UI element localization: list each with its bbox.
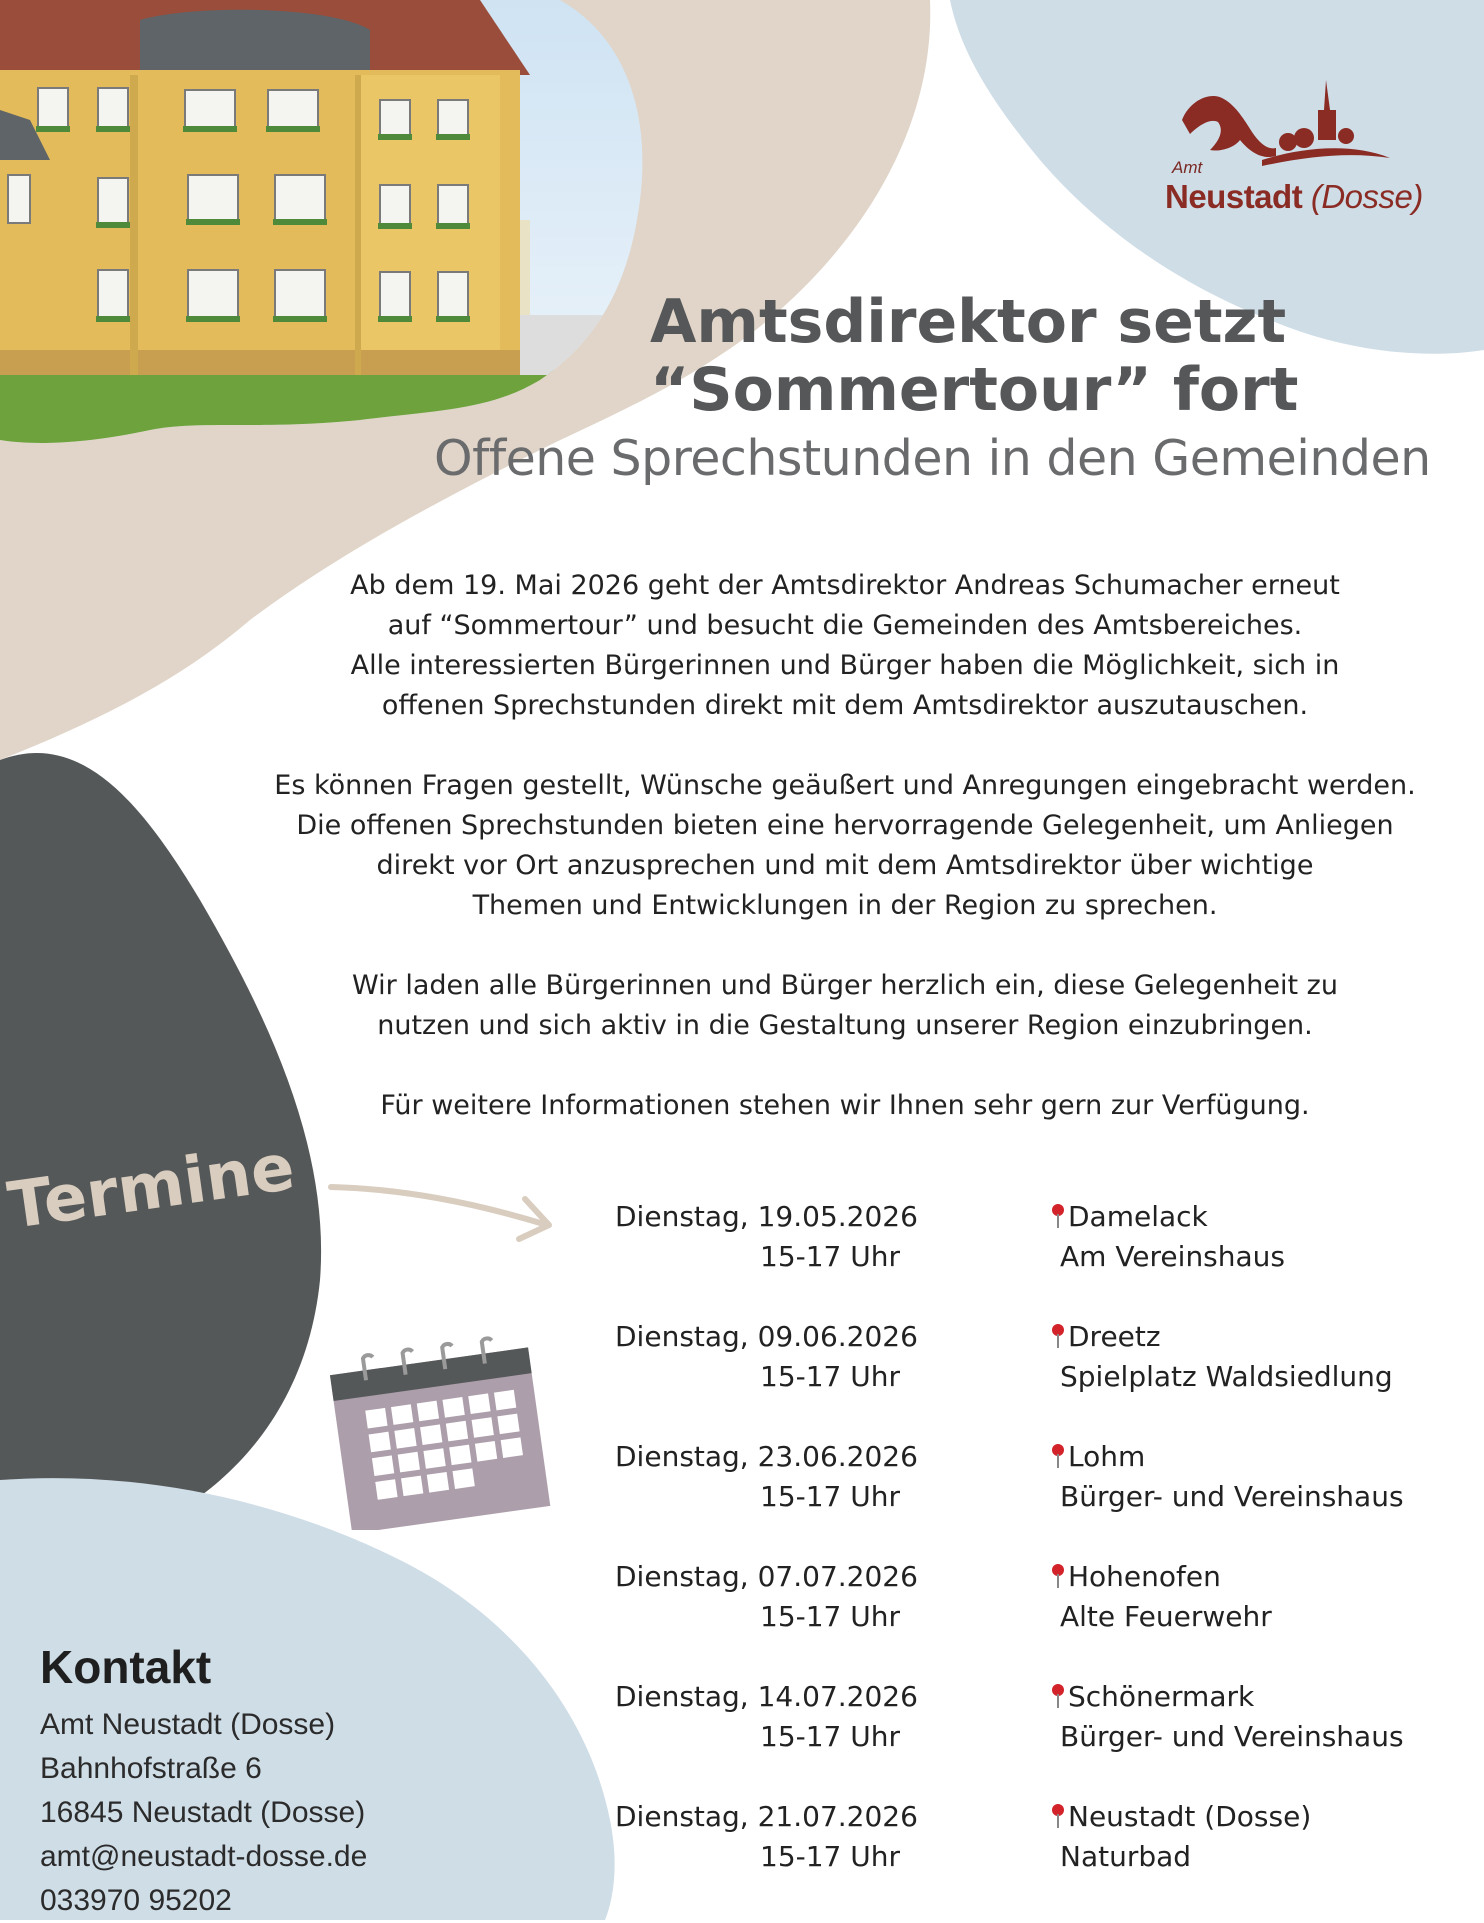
appointment-row: [600, 1800, 1480, 1920]
pin-icon: [1050, 1202, 1066, 1230]
contact-heading: Kontakt: [40, 1641, 212, 1693]
appointment-day: Dienstag, 21.07.2026: [615, 1800, 918, 1833]
contact-phone[interactable]: 033970 95202: [40, 1884, 232, 1917]
pin-icon: [1050, 1322, 1066, 1350]
appointment-time: 15-17 Uhr: [760, 1360, 901, 1393]
intro-paragraph-2: Es können Fragen gestellt, Wünsche geäußert und Anregungen eingebracht werden. Die offenen Sprechstunden bieten eine hervorragende Gelegenheit, um Anliegen direkt vor Ort anzusprechen und mit dem Amtsdirektor über wichtige Themen und Entwicklungen in der Region zu sprechen.: [274, 770, 1416, 921]
appointment-venue: Bürger- und Vereinshaus: [1060, 1720, 1404, 1753]
appointment-row: [600, 1560, 1480, 1680]
logo-name: [1165, 178, 1423, 216]
appointment-time: 15-17 Uhr: [760, 1840, 901, 1873]
logo-amt-label: Amt: [1172, 158, 1203, 177]
termine-heading: Termine: [3, 1130, 299, 1244]
intro-paragraph-4: Für weitere Informationen stehen wir Ihnen sehr gern zur Verfügung.: [380, 1090, 1310, 1121]
appointment-venue: Am Vereinshaus: [1060, 1240, 1286, 1273]
appointment-time: 15-17 Uhr: [760, 1600, 901, 1633]
appointment-row: [600, 1200, 1480, 1320]
intro-paragraph-3: Wir laden alle Bürgerinnen und Bürger herzlich ein, diese Gelegenheit zu nutzen und sich aktiv in die Gestaltung unserer Region einzubringen.: [352, 970, 1338, 1041]
contact-block: [40, 1703, 367, 1923]
appointment-place: [1050, 1800, 1311, 1833]
appointment-place-name: Schönermark: [1068, 1680, 1255, 1713]
appointment-place: [1050, 1320, 1161, 1353]
pin-icon: [1050, 1802, 1066, 1830]
appointment-place-name: Neustadt (Dosse): [1068, 1800, 1312, 1833]
pin-icon: [1050, 1562, 1066, 1590]
appointment-venue: Bürger- und Vereinshaus: [1060, 1480, 1404, 1513]
appointment-place: [1050, 1440, 1145, 1473]
calendar-icon: [328, 1320, 558, 1530]
appointment-row: [600, 1320, 1480, 1440]
appointment-row: [600, 1440, 1480, 1560]
appointments-list: [600, 1200, 1480, 1920]
intro-text: [240, 566, 1450, 1166]
appointment-place: [1050, 1560, 1221, 1593]
appointment-time: 15-17 Uhr: [760, 1720, 901, 1753]
appointment-time: 15-17 Uhr: [760, 1240, 901, 1273]
appointment-place-name: Damelack: [1068, 1200, 1208, 1233]
appointment-day: Dienstag, 14.07.2026: [615, 1680, 918, 1713]
appointment-place: [1050, 1680, 1254, 1713]
appointment-day: Dienstag, 09.06.2026: [615, 1320, 918, 1353]
pin-icon: [1050, 1682, 1066, 1710]
appointment-time: 15-17 Uhr: [760, 1480, 901, 1513]
appointment-place-name: Hohenofen: [1068, 1560, 1221, 1593]
title-line-1: Amtsdirektor setzt: [650, 287, 1287, 357]
contact-org: Amt Neustadt (Dosse): [40, 1708, 336, 1741]
contact-email[interactable]: amt@neustadt-dosse.de: [40, 1840, 368, 1873]
appointment-day: Dienstag, 23.06.2026: [615, 1440, 918, 1473]
appointment-row: [600, 1680, 1480, 1800]
intro-paragraph-1: Ab dem 19. Mai 2026 geht der Amtsdirektor Andreas Schumacher erneut auf “Sommertour” und besucht die Gemeinden des Amtsbereiches. Alle interessierten Bürgerinnen und Bürger haben die Möglichkeit, sich in offenen Sprechstunden direkt mit dem Amtsdirektor auszutauschen.: [350, 570, 1340, 721]
contact-street: Bahnhofstraße 6: [40, 1752, 262, 1785]
logo-name-suffix: (Dosse): [1310, 178, 1423, 215]
appointment-venue: Alte Feuerwehr: [1060, 1600, 1272, 1633]
appointment-venue: Spielplatz Waldsiedlung: [1060, 1360, 1393, 1393]
appointment-day: Dienstag, 19.05.2026: [615, 1200, 918, 1233]
appointment-venue: Naturbad: [1060, 1840, 1192, 1873]
page-title: [650, 288, 1450, 424]
contact-city: 16845 Neustadt (Dosse): [40, 1796, 366, 1829]
pin-icon: [1050, 1442, 1066, 1470]
arrow-right-icon: [325, 1175, 565, 1245]
title-line-2: “Sommertour” fort: [650, 355, 1299, 425]
appointment-place: [1050, 1200, 1208, 1233]
appointment-place-name: Dreetz: [1068, 1320, 1161, 1353]
appointment-day: Dienstag, 07.07.2026: [615, 1560, 918, 1593]
appointment-place-name: Lohm: [1068, 1440, 1146, 1473]
logo-name-main: Neustadt: [1165, 178, 1303, 215]
page-subtitle: Offene Sprechstunden in den Gemeinden: [434, 430, 1431, 487]
